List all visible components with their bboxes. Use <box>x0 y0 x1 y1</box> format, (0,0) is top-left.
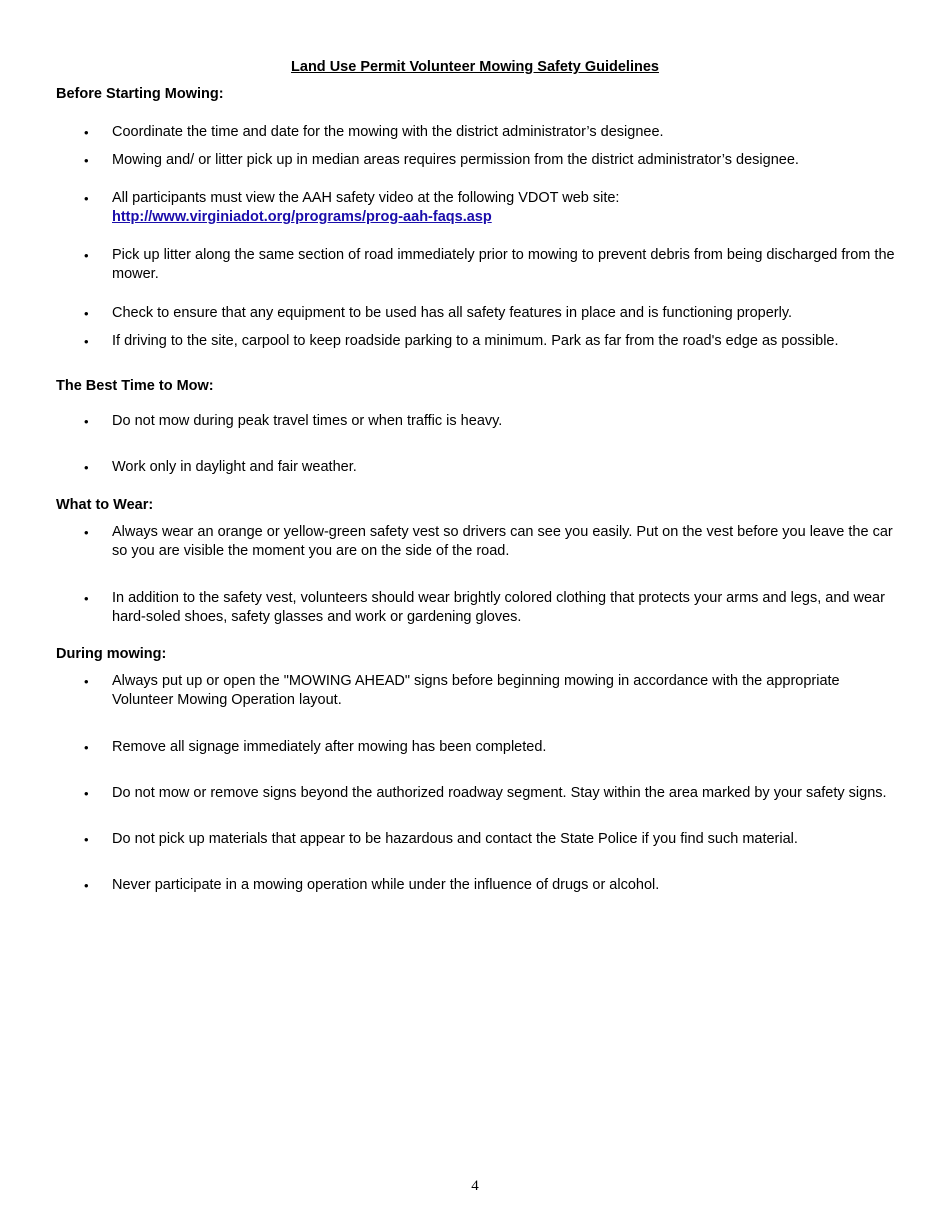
list-item-text: Always put up or open the "MOWING AHEAD" signs before beginning mowing in accordance with the appropriate Volunteer Mowing Operation layout. <box>112 673 840 708</box>
list-item-text: Never participate in a mowing operation while under the influence of drugs or alcohol. <box>112 877 660 893</box>
list-item-text: If driving to the site, carpool to keep roadside parking to a minimum. Park as far from the road's edge as possible. <box>112 333 839 349</box>
list-item-text: All participants must view the AAH safety video at the following VDOT web site: <box>112 190 620 206</box>
list-item-text: Always wear an orange or yellow-green safety vest so drivers can see you easily. Put on the vest before you leave the car so you are visible the moment you are on the side of the road. <box>112 524 893 559</box>
bullet-icon: • <box>84 153 89 168</box>
bullet-icon: • <box>84 334 89 349</box>
bullet-icon: • <box>84 525 89 540</box>
bullet-icon: • <box>84 248 89 263</box>
section-heading-what-to-wear: What to Wear: <box>56 497 154 513</box>
list-item-text: Do not mow during peak travel times or when traffic is heavy. <box>112 413 503 429</box>
list-item-text: Check to ensure that any equipment to be used has all safety features in place and is functioning properly. <box>112 305 793 321</box>
bullet-icon: • <box>84 674 89 689</box>
list-item-text: In addition to the safety vest, volunteers should wear brightly colored clothing that protects your arms and legs, and wear hard-soled shoes, safety glasses and work or gardening gloves. <box>112 590 885 625</box>
bullet-icon: • <box>84 306 89 321</box>
list-item-text: Work only in daylight and fair weather. <box>112 459 357 475</box>
bullet-icon: • <box>84 786 89 801</box>
bullet-icon: • <box>84 460 89 475</box>
bullet-icon: • <box>84 414 89 429</box>
section-heading-before-starting: Before Starting Mowing: <box>56 86 224 102</box>
list-item-text: Remove all signage immediately after mowing has been completed. <box>112 739 547 755</box>
bullet-icon: • <box>84 125 89 140</box>
page-number: 4 <box>471 1178 479 1194</box>
bullet-icon: • <box>84 191 89 206</box>
list-item-text: Coordinate the time and date for the mowing with the district administrator’s designee. <box>112 124 664 140</box>
bullet-icon: • <box>84 740 89 755</box>
section-heading-best-time: The Best Time to Mow: <box>56 378 214 394</box>
document-title: Land Use Permit Volunteer Mowing Safety Guidelines <box>291 59 659 75</box>
list-item-text: Do not pick up materials that appear to be hazardous and contact the State Police if you find such material. <box>112 831 798 847</box>
section-heading-during-mowing: During mowing: <box>56 646 167 662</box>
list-item-text: Mowing and/ or litter pick up in median areas requires permission from the district administrator’s designee. <box>112 152 799 168</box>
list-item-text: Pick up litter along the same section of road immediately prior to mowing to prevent debris from being discharged from the mower. <box>112 247 895 282</box>
list-item-text: Do not mow or remove signs beyond the authorized roadway segment. Stay within the area marked by your safety signs. <box>112 785 887 801</box>
bullet-icon: • <box>84 832 89 847</box>
bullet-icon: • <box>84 878 89 893</box>
bullet-icon: • <box>84 591 89 606</box>
vdot-faq-link[interactable]: http://www.virginiadot.org/programs/prog-aah-faqs.asp <box>112 209 492 225</box>
